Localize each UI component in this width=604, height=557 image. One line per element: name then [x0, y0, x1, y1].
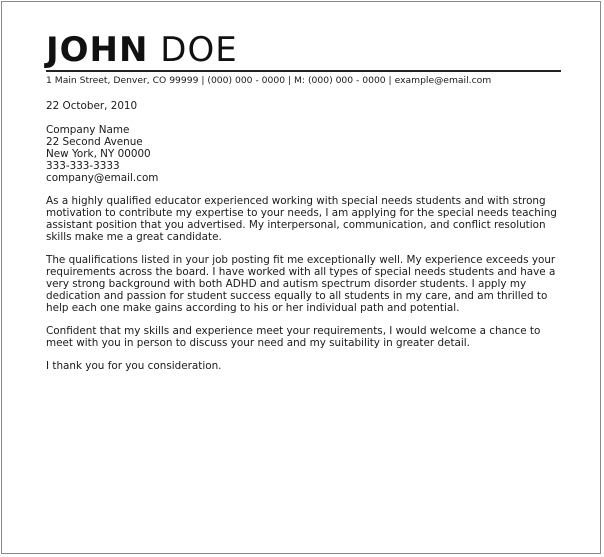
recipient-email: company@email.com	[46, 172, 159, 184]
recipient-city: New York, NY 00000	[46, 148, 151, 160]
recipient-company: Company Name	[46, 124, 130, 136]
applicant-name	[46, 30, 566, 70]
letter-date: 22 October, 2010	[46, 100, 138, 112]
recipient-street: 22 Second Avenue	[46, 136, 143, 148]
recipient-phone: 333-333-3333	[46, 160, 120, 172]
first-name: JOHN	[46, 30, 149, 70]
header-divider	[46, 70, 561, 72]
recipient-address	[46, 124, 566, 184]
contact-line: 1 Main Street, Denver, CO 99999 | (000) 000 - 0000 | M: (000) 000 - 0000 | example@email.com	[46, 75, 492, 86]
body-paragraph-1: As a highly qualified educator experienced working with special needs students and with strong motivation to contribute my expertise to your needs, I am applying for the special needs teaching assistant position that you advertised. My interpersonal, communication, and conflict resolution skills make me a great candidate.	[46, 195, 557, 243]
closing-line: I thank you for you consideration.	[46, 360, 222, 372]
document-frame	[1, 1, 601, 554]
last-name: DOE	[160, 30, 238, 70]
body-paragraph-2: The qualifications listed in your job posting fit me exceptionally well. My experience exceeds your requirements across the board. I have worked with all types of special needs students and have a very strong background with both ADHD and autism spectrum disorder students. I apply my dedication and passion for student success equally to all students in my care, and am thrilled to help each one make gains according to his or her individual path and potential.	[46, 254, 556, 314]
cover-letter	[46, 30, 566, 372]
body-paragraph-3: Confident that my skills and experience meet your requirements, I would welcome a chance to meet with you in person to discuss your need and my suitability in greater detail.	[46, 325, 541, 349]
